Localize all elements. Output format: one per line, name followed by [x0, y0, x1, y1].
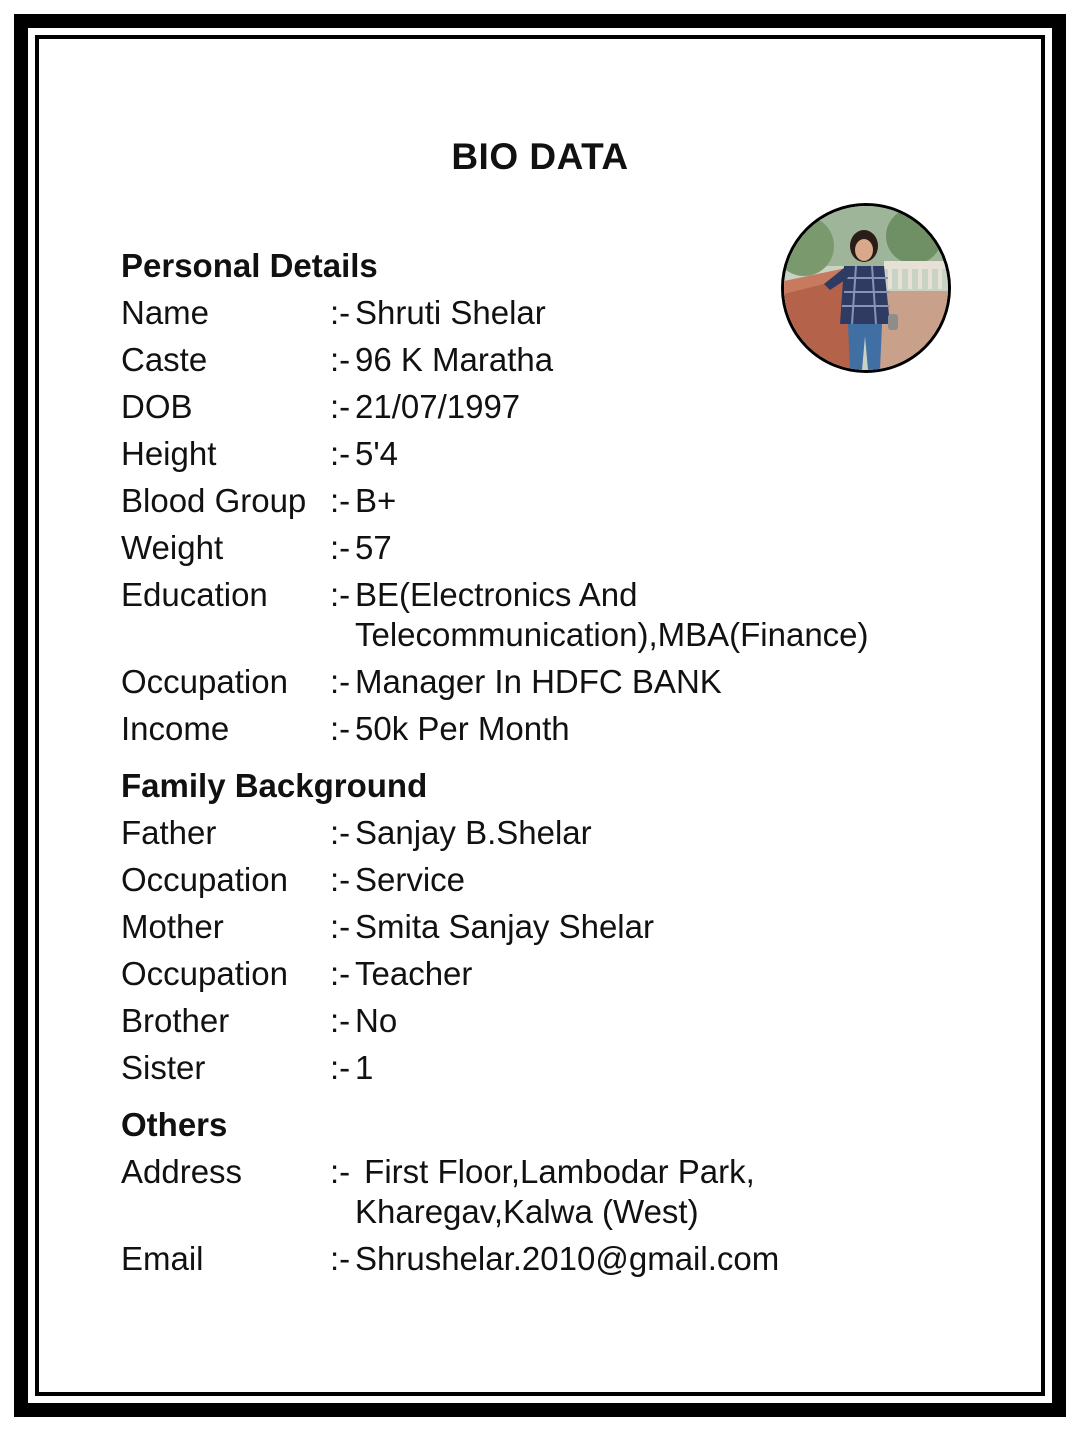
field-separator: :-	[330, 861, 351, 898]
field-value: 5'4	[355, 435, 399, 472]
field-value: Sanjay B.Shelar	[355, 814, 592, 851]
field-separator: :-	[330, 1002, 351, 1039]
field-separator: :-	[330, 576, 351, 613]
field-separator: :-	[330, 388, 351, 425]
field-label: Height	[121, 435, 217, 472]
field-value: 96 K Maratha	[355, 341, 554, 378]
field-label: DOB	[121, 388, 193, 425]
profile-photo-image	[784, 206, 948, 370]
field-value: No	[355, 1002, 398, 1039]
field-label: Father	[121, 814, 217, 851]
field-value: B+	[355, 482, 397, 519]
profile-photo	[781, 203, 951, 373]
field-separator: :-	[330, 908, 351, 945]
field-label: Sister	[121, 1049, 206, 1086]
field-label: Occupation	[121, 663, 288, 700]
field-value: Smita Sanjay Shelar	[355, 908, 654, 945]
field-value: 57	[355, 529, 392, 566]
field-value: Service	[355, 861, 466, 898]
field-label: Mother	[121, 908, 224, 945]
section-heading-family: Family Background	[121, 767, 428, 804]
field-value: 21/07/1997	[355, 388, 521, 425]
field-label: Occupation	[121, 861, 288, 898]
field-label: Weight	[121, 529, 224, 566]
field-value: First Floor,Lambodar Park,	[355, 1153, 755, 1190]
field-label: Caste	[121, 341, 208, 378]
field-value: 1	[355, 1049, 374, 1086]
field-separator: :-	[330, 341, 351, 378]
field-value: 50k Per Month	[355, 710, 570, 747]
section-heading-others: Others	[121, 1106, 228, 1143]
field-value-continued: Kharegav,Kalwa (West)	[355, 1193, 699, 1230]
field-separator: :-	[330, 435, 351, 472]
field-label: Address	[121, 1153, 243, 1190]
page-title: BIO DATA	[451, 136, 629, 177]
field-separator: :-	[330, 1049, 351, 1086]
field-label: Occupation	[121, 955, 288, 992]
field-label: Income	[121, 710, 230, 747]
field-separator: :-	[330, 955, 351, 992]
field-value: Teacher	[355, 955, 473, 992]
field-separator: :-	[330, 482, 351, 519]
field-label: Brother	[121, 1002, 230, 1039]
field-value: BE(Electronics And	[355, 576, 638, 613]
field-value: Shruti Shelar	[355, 294, 546, 331]
field-separator: :-	[330, 663, 351, 700]
field-label: Education	[121, 576, 268, 613]
field-separator: :-	[330, 710, 351, 747]
field-label: Name	[121, 294, 210, 331]
field-label: Blood Group	[121, 482, 307, 519]
field-separator: :-	[330, 529, 351, 566]
field-value: Manager In HDFC BANK	[355, 663, 722, 700]
field-separator: :-	[330, 1240, 351, 1277]
field-value-continued: Telecommunication),MBA(Finance)	[355, 616, 869, 653]
email-value: Shrushelar.2010@gmail.com	[355, 1240, 780, 1277]
field-separator: :-	[330, 294, 351, 331]
field-separator: :-	[330, 1153, 351, 1190]
field-label: Email	[121, 1240, 204, 1277]
section-heading-personal: Personal Details	[121, 247, 378, 284]
field-separator: :-	[330, 814, 351, 851]
